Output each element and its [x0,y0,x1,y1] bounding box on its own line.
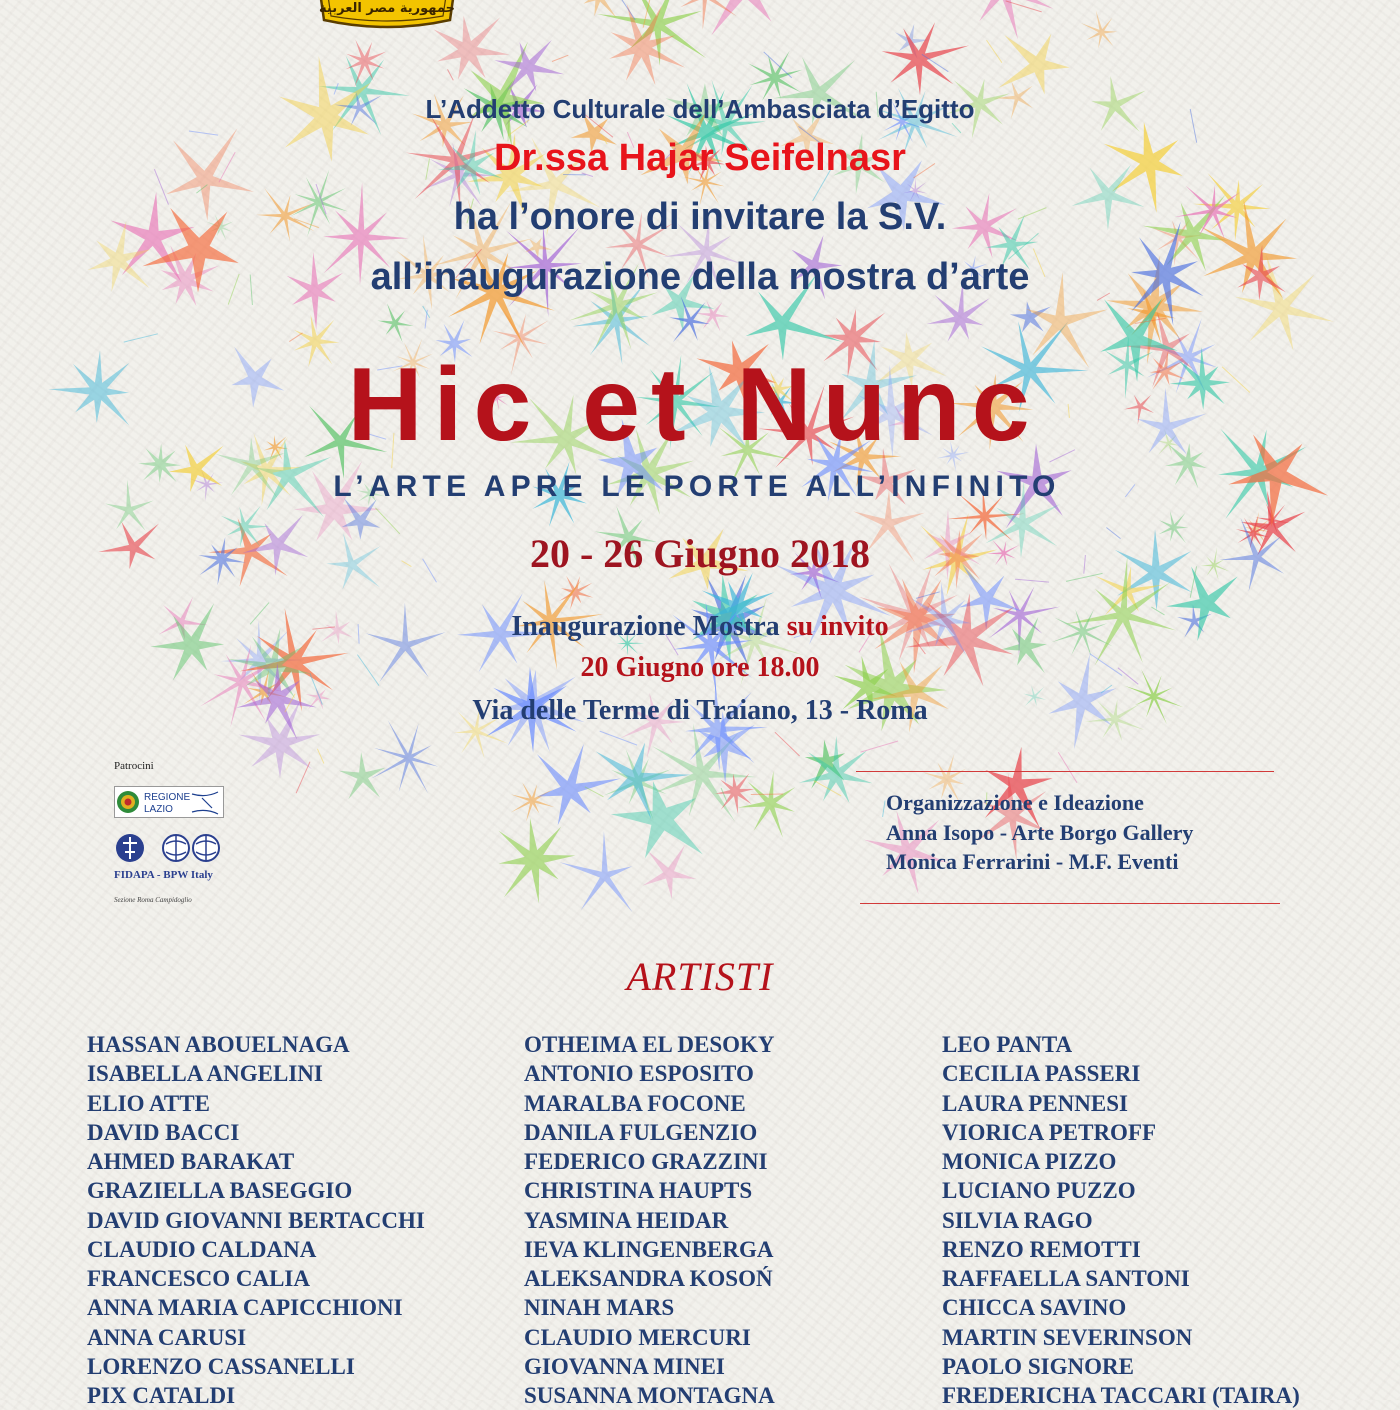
egypt-emblem-icon [312,0,462,32]
decorative-strand [585,787,604,797]
artist-name: VIORICA PETROFF [942,1118,1300,1147]
artist-name: FEDERICO GRAZZINI [524,1147,775,1176]
host-name: Dr.ssa Hajar Seifelnasr [0,137,1400,180]
decorative-star [1081,11,1118,49]
invitation-line-attache: L’Addetto Culturale dell’Ambasciata d’Egitto [0,94,1400,125]
decorative-strand [775,732,800,756]
artist-name: GRAZIELLA BASEGGIO [87,1176,425,1205]
inauguration-suffix: su invito [780,611,889,642]
decorative-star [699,0,803,35]
decorative-star [560,831,633,912]
regione-logo-text-1: REGIONE [144,792,190,803]
artist-name: PAOLO SIGNORE [942,1352,1300,1381]
invitation-line-inauguration: all’inaugurazione della mostra d’arte [0,256,1400,299]
decorative-strand [189,131,218,135]
artist-name: RENZO REMOTTI [942,1235,1300,1264]
decorative-star [643,845,697,899]
fidapa-sublabel: Sezione Roma Campidoglio [114,896,192,904]
decorative-strand [987,40,1002,63]
artist-name: AHMED BARAKAT [87,1147,425,1176]
decorative-strand [883,801,885,817]
decorative-strand [1058,752,1077,783]
sponsors-label: Patrocini [114,760,154,772]
decorative-star [611,781,703,858]
artist-name: RAFFAELLA SANTONI [942,1264,1300,1293]
decorative-star [609,4,685,86]
inauguration-prefix: Inaugurazione Mostra [511,611,779,642]
emblem-text: جمهورية مصر العربية [319,1,455,16]
decorative-star [499,818,576,903]
fidapa-label: FIDAPA - BPW Italy [114,869,213,881]
artist-name: OTHEIMA EL DESOKY [524,1030,775,1059]
organization-top-divider [856,771,1274,772]
invitation-line-honor: ha l’onore di invitare la S.V. [0,196,1400,239]
artist-name: LAURA PENNESI [942,1089,1300,1118]
decorative-star [577,0,618,18]
artist-name: ISABELLA ANGELINI [87,1059,425,1088]
artist-name: CLAUDIO MERCURI [524,1323,775,1352]
artist-name: YASMINA HEIDAR [524,1206,775,1235]
decorative-strand [1015,579,1049,582]
artist-name: CECILIA PASSERI [942,1059,1300,1088]
decorative-star [511,782,555,822]
artists-column-1 [87,1030,425,1410]
regione-logo-text-2: LAZIO [144,804,173,815]
decorative-star [339,752,385,799]
artist-name: ELIO ATTE [87,1089,425,1118]
inauguration-line [0,611,1400,643]
artists-column-2 [524,1030,775,1410]
artist-name: ANNA MARIA CAPICCHIONI [87,1293,425,1322]
organization-bottom-divider [860,903,1280,904]
decorative-strand [552,55,568,61]
artists-heading: ARTISTI [0,953,1400,1000]
decorative-star [377,303,413,342]
artist-name: MARALBA FOCONE [524,1089,775,1118]
decorative-strand [296,762,310,794]
artists-column-3 [942,1030,1300,1410]
artist-name: DANILA FULGENZIO [524,1118,775,1147]
artist-name: DAVID BACCI [87,1118,425,1147]
artist-name: CHICCA SAVINO [942,1293,1300,1322]
decorative-strand [448,69,454,80]
artist-name: CHRISTINA HAUPTS [524,1176,775,1205]
artist-name: LORENZO CASSANELLI [87,1352,425,1381]
artist-name: FRANCESCO CALIA [87,1264,425,1293]
decorative-strand [124,334,158,342]
decorative-star [715,773,755,814]
artist-name: MARTIN SEVERINSON [942,1323,1300,1352]
regione-lazio-logo [114,786,224,818]
decorative-strand [751,794,783,795]
decorative-strand [861,741,899,752]
artist-name: IEVA KLINGENBERGA [524,1235,775,1264]
fidapa-logo [114,830,224,866]
decorative-star [882,22,970,95]
decorative-star [345,40,386,88]
exhibition-dates: 20 - 26 Giugno 2018 [0,530,1400,577]
exhibition-title: Hic et Nunc [0,346,1400,465]
artist-name: LUCIANO PUZZO [942,1176,1300,1205]
artist-name: NINAH MARS [524,1293,775,1322]
artist-name: FREDERICHA TACCARI (TAIRA) [942,1381,1300,1410]
decorative-star [371,720,438,794]
exhibition-address: Via delle Terme di Traiano, 13 - Roma [0,695,1400,727]
organization-line-2: Monica Ferrarini - M.F. Eventi [886,847,1193,877]
artist-name: GIOVANNA MINEI [524,1352,775,1381]
artist-name: DAVID GIOVANNI BERTACCHI [87,1206,425,1235]
artist-name: ANNA CARUSI [87,1323,425,1352]
artist-name: ANTONIO ESPOSITO [524,1059,775,1088]
artist-name: SUSANNA MONTAGNA [524,1381,775,1410]
artist-name: ALEKSANDRA KOSOŃ [524,1264,775,1293]
decorative-star [998,34,1069,95]
decorative-strand [721,788,727,802]
organization-heading: Organizzazione e Ideazione [886,788,1193,818]
exhibition-subtitle: L’ARTE APRE LE PORTE ALL’INFINITO [0,470,1400,504]
decorative-strand [289,333,302,342]
decorative-star [738,771,795,838]
artist-name: LEO PANTA [942,1030,1300,1059]
artist-name: SILVIA RAGO [942,1206,1300,1235]
inauguration-datetime: 20 Giugno ore 18.00 [0,652,1400,684]
decorative-star [525,238,552,258]
artist-name: CLAUDIO CALDANA [87,1235,425,1264]
decorative-star [958,0,1054,39]
decorative-star [537,744,621,826]
artist-name: PIX CATALDI [87,1381,425,1410]
organization-line-1: Anna Isopo - Arte Borgo Gallery [886,818,1193,848]
organization-block [886,788,1193,877]
artist-name: HASSAN ABOUELNAGA [87,1030,425,1059]
decorative-strand [317,749,324,764]
artist-name: MONICA PIZZO [942,1147,1300,1176]
